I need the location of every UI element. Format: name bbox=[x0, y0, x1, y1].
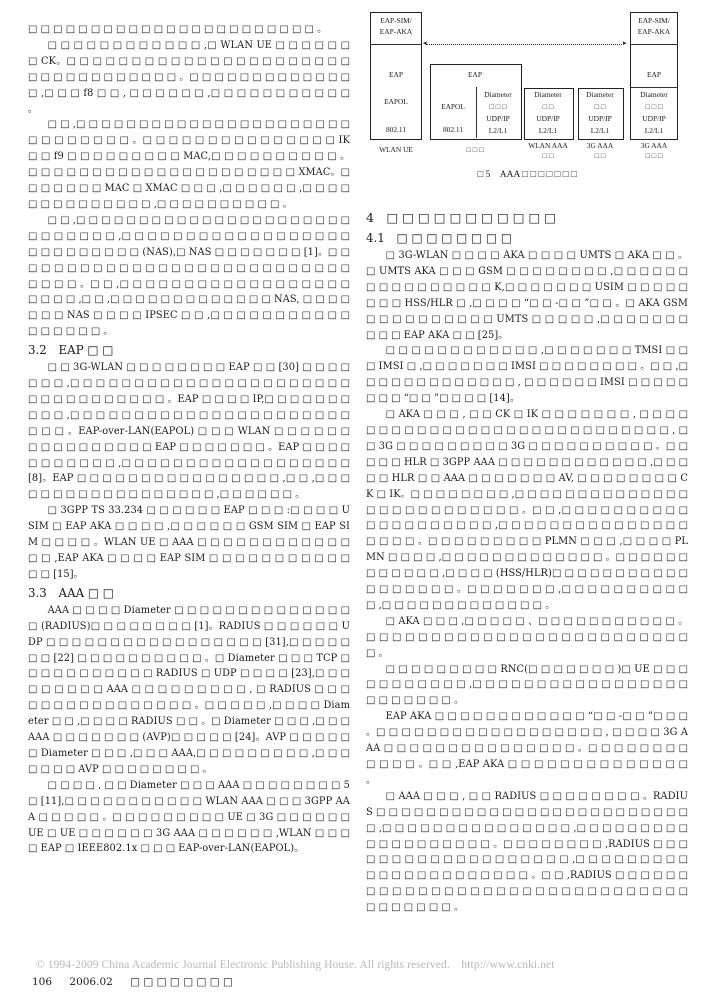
right-column bbox=[366, 8, 688, 916]
copyright-watermark: © 1994-2009 China Academic Journal Electronic Publishing House. All rights reserved. http://www.cnki.net bbox=[36, 959, 555, 971]
figure-label: EAP bbox=[389, 70, 403, 79]
figure-label: EAP bbox=[468, 70, 482, 79]
node-label: □ □ bbox=[542, 151, 554, 160]
page-number: 106 bbox=[32, 976, 53, 988]
paragraph: □ □ □ □ , □ □ Diameter □ □ □ AAA □ □ □ □ □ □ □ □ 5 □ [11],□ □ □ □ □ □ □ □ □ □ □ WLAN AAA □ □ □ 3GPP AAA □ □ □ □ □ 。□ □ □ □ □ □ □ □ □ UE □ 3G □ □ □ □ □ □ UE □ UE □ □ □ □ □ □ 3G AAA □ □ □ □ □ □ ,WLAN □ □ □ □ EAP □ IEEE802.1x □ □ □ EAP-over-LAN(EAPOL)。 bbox=[28, 779, 350, 855]
paragraph: □ AAA □ □ □ , □ □ RADIUS □ □ □ □ □ □ □ □ 。RADIUS □ □ □ □ □ □ □ □ □ □ □ □ □ □ □ □ □ □ □ □ □ □ □ □ □ □ ,□ □ □ □ □ □ □ □ □ □ □ □ □ □ □ ,□ □ □ □ □ □ □ □ □ □ □ □ □ □ □ □ □ □ □ 。□ □ □ □ □ □ □ □ ,RADIUS □ □ □ □ □ □ □ □ □ □ □ □ □ □ □ □ □ □ □ ,□ □ □ □ □ □ □ □ □ □ □ □ □ □ □ □ □ □ □ □ □ □ 。□ □ ,RADIUS □ □ □ □ □ □ □ □ □ □ □ □ □ □ □ □ □ □ □ □ □ □ □ □ □ □ □ □ □ □ □ □ □ □ □ □ □ □ 。 bbox=[366, 790, 688, 914]
paragraph: □ □ ,□ □ □ □ □ □ □ □ □ □ □ □ □ □ □ □ □ □ □ □ □ □ □ □ □ □ □ □ □ ,□ □ □ □ □ □ □ □ □ □ □ □ □ □ □ □ □ □ □ □ □ □ □ □ □ □ □ (NAS),□ NAS □ □ □ □ □ □ □ [1]。□ □ □ □ □ □ □ □ □ □ □ □ □ □ □ □ □ □ □ □ □ □ □ □ □ □ □ □ □ □ □ 。□ □ ,□ □ □ □ □ □ □ □ □ □ □ □ □ □ □ □ □ □ □ □ □ □ ,□ □ ,□ □ □ □ □ □ □ □ □ □ □ □ □ NAS, □ □ □ □ □ □ □ NAS □ □ □ □ IPSEC □ □ ,□ □ □ □ □ □ □ □ □ □ □ □ □ □ □ □ □ 。 bbox=[28, 214, 350, 338]
node-label: □ □ bbox=[594, 151, 606, 160]
figure-label: Diameter bbox=[534, 90, 562, 99]
figure-label: L2/L1 bbox=[538, 126, 558, 135]
figure-label: UDP/IP bbox=[588, 114, 612, 123]
journal-name: □ □ □ □ □ □ □ □ bbox=[130, 976, 233, 988]
arrow-right-icon: ▸ bbox=[623, 39, 627, 47]
node-label: □ □ □ bbox=[466, 145, 484, 154]
node-label: WLAN AAA bbox=[528, 141, 568, 150]
paragraph: AAA □ □ □ □ Diameter □ □ □ □ □ □ □ □ □ □ □ □ □ □ □ (RADIUS)□ □ □ □ □ □ □ □ [1]。RADIUS □ □ □ □ □ □ UDP □ □ □ □ □ □ □ □ □ □ □ □ □ □ □ □ □ [31],□ □ □ □ □ □ □ [22] □ □ □ □ □ □ □ □ □ □ 。□ Diameter □ □ □ TCP □ □ □ □ □ □ □ □ □ □ □ RADIUS □ UDP □ □ □ □ [23],□ □ □ □ □ □ □ □ □ AAA □ □ □ □ □ □ □ □ □ , □ RADIUS □ □ □ □ □ □ □ □ □ □ □ □ □ □ □ □ 。□ □ □ □ □ ,□ □ □ □ Diameter □ □ ,□ □ □ □ RADIUS □ □ 。□ Diameter □ □ □ ,□ □ □ AAA □ □ □ □ □ □ □ (AVP)□ □ □ □ □ [24]。AVP □ □ □ □ □ □ Diameter □ □ □ ,□ □ □ AAA,□ □ □ □ □ □ □ □ □ ,□ □ □ □ □ □ □ AVP □ □ □ □ □ □ □ □ 。 bbox=[28, 604, 350, 775]
paragraph: □ AKA □ □ □ , □ □ CK □ IK □ □ □ □ □ □ □ , □ □ □ □ □ □ □ □ □ □ □ □ □ □ □ □ □ □ □ □ □ □ □ □ □ □ □ □ , □ □ 3G □ □ □ □ □ □ □ □ □ 3G □ □ □ □ □ □ □ □ □ □ 。□ □ □ □ □ HLR □ 3GPP AAA □ □ □ □ □ □ □ □ □ □ □ □ ,□ □ □ □ □ HLR □ □ AAA □ □ □ □ □ □ □ AV, □ □ □ □ □ □ □ □ CK □ IK。□ □ □ □ □ □ □ □ ,□ □ □ □ □ □ □ □ □ □ □ □ □ □ □ □ □ □ □ □ □ □ □ □ □ □ 。□ □ ,□ □ □ □ □ □ □ □ □ □ □ □ □ □ □ □ □ □ □ □ ,□ □ □ □ □ □ □ □ □ □ □ □ □ □ □ □ □ □ □ 。□ □ □ □ □ □ □ □ □ PLMN □ □ □ ,□ □ □ □ PLMN □ □ □ □ ,□ □ □ □ □ □ □ □ □ □ □ □ □ 。□ □ □ □ □ □ □ □ □ □ □ □ ,□ □ □ □ (HSS/HLR)□ □ □ □ □ □ □ □ □ □ □ □ □ □ □ □ □ □ 。□ □ □ □ □ □ □ ,□ □ □ □ □ □ □ □ □ □ □ ,□ □ □ □ □ □ □ □ □ □ □ □ □ 。 bbox=[366, 409, 688, 611]
figure-label: EAPOL bbox=[384, 97, 408, 106]
figure-label: UDP/IP bbox=[486, 114, 510, 123]
figure-label: 802.11 bbox=[385, 125, 407, 134]
figure-label: 802.11 bbox=[442, 125, 464, 134]
paragraph: □ □ 3G-WLAN □ □ □ □ □ □ □ □ EAP □ □ [30] □ □ □ □ □ □ □ ,□ □ □ □ □ □ □ □ □ □ □ □ □ □ □ □ □ □ □ □ □ □ □ □ □ □ □ □ □ □ □ □ □ 。EAP □ □ □ □ IP,□ □ □ □ □ □ □ □ □ □ ,□ □ □ □ □ □ □ □ □ □ □ □ □ □ □ □ □ □ □ □ □ □ □ □ □ 。EAP-over-LAN(EAPOL) □ □ □ WLAN □ □ □ □ □ □ □ □ □ □ □ □ □ □ □ □ EAP □ □ □ □ □ □ □ 。EAP □ □ □ □ □ □ □ □ □ □ □ ,□ □ □ □ □ □ □ □ □ □ □ □ □ □ □ □ □ □ [8]。EAP □ □ □ □ □ □ □ □ □ □ □ □ □ □ □ □ ,□ □ ,□ □ □ □ □ □ □ □ □ □ □ □ □ □ □ □ □ □ ,□ □ □ □ □ □ 。 bbox=[28, 362, 350, 501]
figure-label: EAPOL bbox=[441, 102, 465, 111]
paragraph: □ □ □ □ □ □ □ □ □ □ □ □ ,□ □ □ □ □ □ □ TMSI □ □ □ IMSI □ ,□ □ □ □ □ □ □ IMSI □ □ □ □ □ □ □ □ 。□ □ ,□ □ □ □ □ □ □ □ □ □ □ □ □ , □ □ □ □ □ □ IMSI □ □ □ □ □ □ □ □ “□ □ ”□ □ □ □ [14]。 bbox=[366, 345, 688, 405]
figure-label: EAP-AKA bbox=[379, 27, 413, 36]
paragraph: □ □ □ □ □ □ □ □ □ RNC(□ □ □ □ □ □ □ )□ UE □ □ □ □ □ □ □ □ □ □ □ ,□ □ □ □ □ □ □ □ □ □ □ □ □ □ □ □ □ □ □ □ □ □ □ □ 。 bbox=[366, 663, 688, 707]
figure-label: EAP-AKA bbox=[637, 27, 671, 36]
paragraph: □ □ □ □ □ □ □ □ □ □ □ □ □ □ □ □ □ □ □ □ □ □ □ 。 bbox=[28, 24, 328, 35]
figure-label: Diameter bbox=[640, 90, 668, 99]
figure-label: L2/L1 bbox=[644, 126, 664, 135]
paragraph: □ □ □ □ □ □ □ □ □ □ □ □ ,□ WLAN UE □ □ □ □ □ □ □ CK。□ □ □ □ □ □ □ □ □ □ □ □ □ □ □ □ □ □ □ □ □ □ □ □ □ □ □ □ □ □ □ □ □ □ 。□ □ □ □ □ □ □ □ □ □ □ □ □ □ ,□ □ □ f8 □ □ , □ □ □ □ □ □ ,□ □ □ □ □ □ □ □ □ □ □ 。 bbox=[28, 39, 350, 115]
figure-label: □ □ □ bbox=[645, 102, 663, 111]
issue-date: 2006.02 bbox=[69, 976, 113, 988]
node-label: WLAN UE bbox=[379, 145, 413, 154]
figure-caption: □ 5 AAA □ □ □ □ □ □ □ bbox=[477, 170, 577, 180]
paragraph: □ □ ,□ □ □ □ □ □ □ □ □ □ □ □ □ □ □ □ □ □ □ □ □ □ □ □ □ □ □ □ □ □ 。□ □ □ □ □ □ □ □ □ □ □ □ □ □ □ IK □ □ f9 □ □ □ □ □ □ □ □ □ MAC,□ □ □ □ □ □ □ □ □ □ 。□ □ □ □ □ □ □ □ □ □ □ □ □ □ □ □ □ □ □ □ □ XMAC。□ □ □ □ □ □ □ MAC □ XMAC □ □ □ ,□ □ □ □ □ □ ,□ □ □ □ □ □ □ □ □ □ □ □ □ □ ,□ □ □ □ □ □ □ □ □ □ 。 bbox=[28, 119, 350, 210]
figure-label: UDP/IP bbox=[536, 114, 560, 123]
section-heading-3-2: 3.2 EAP □ □ bbox=[28, 343, 114, 358]
node-label: 3G AAA bbox=[640, 141, 668, 150]
paragraph: □ 3GPP TS 33.234 □ □ □ □ □ □ EAP □ □ □ :□ □ □ □ USIM □ EAP AKA □ □ □ □ ,□ □ □ □ □ □ GSM SIM □ EAP SIM □ □ □ □ 。WLAN UE □ AAA □ □ □ □ □ □ □ □ □ □ □ □ □ □ ,EAP AKA □ □ □ □ EAP SIM □ □ □ □ □ □ □ □ □ □ □ □ □ [15]。 bbox=[28, 505, 350, 580]
section-heading-4-1: 4.1 □ □ □ □ □ □ □ □ bbox=[366, 231, 512, 245]
figure-label: L2/L1 bbox=[488, 126, 508, 135]
arrow-left-icon: ◂ bbox=[423, 39, 427, 47]
section-heading-3-3: 3.3 AAA □ □ bbox=[28, 585, 114, 600]
figure-label: EAP-SIM/ bbox=[380, 16, 412, 25]
figure-aaa-protocol-stack bbox=[366, 8, 688, 184]
figure-label: □ □ bbox=[594, 102, 606, 111]
node-label: 3G AAA bbox=[586, 141, 614, 150]
figure-label: □ □ bbox=[542, 102, 554, 111]
paragraph: □ AKA □ □ □ ,□ □ □ □ □ 、□ □ □ □ □ □ □ □ □ □ □ 。□ □ □ □ □ □ □ □ □ □ □ □ □ □ □ □ □ □ □ □ □ □ □ □ □ □ 。 bbox=[366, 615, 688, 659]
figure-label: UDP/IP bbox=[642, 114, 666, 123]
paragraph: EAP AKA □ □ □ □ □ □ □ □ □ □ □ □ “□ □ -□ □ ”□ □ □ 。□ □ □ □ □ □ □ □ □ □ □ □ □ □ □ □ □ □ , □ □ □ □ 3G AAA □ □ □ □ □ □ □ □ □ □ □ □ □ □ □ 。□ □ □ □ □ □ □ □ □ □ □ □ 。□ □ ,EAP AKA □ □ □ □ □ □ □ □ □ □ □ □ □ □ 。 bbox=[366, 711, 688, 786]
node-label: □ □ □ bbox=[645, 151, 663, 160]
left-column bbox=[28, 22, 350, 857]
figure-label: EAP bbox=[647, 70, 661, 79]
figure-label: L2/L1 bbox=[590, 126, 610, 135]
figure-label: Diameter bbox=[484, 90, 512, 99]
section-heading-4: 4 □ □ □ □ □ □ □ □ □ □ □ bbox=[366, 210, 557, 225]
page-footer bbox=[32, 976, 247, 988]
figure-label: Diameter bbox=[586, 90, 614, 99]
figure-label: EAP-SIM/ bbox=[638, 16, 670, 25]
paragraph: □ 3G-WLAN □ □ □ □ AKA □ □ □ □ UMTS □ AKA □ □ 。□ UMTS AKA □ □ □ GSM □ □ □ □ □ □ □ □ ,□ □ □ □ □ □ □ □ □ □ □ □ □ □ □ □ K,□ □ □ □ □ □ □ USIM □ □ □ □ □ □ □ □ HSS/HLR □ ,□ □ □ □ “□ □ -□ □ ”□ □ 。□ AKA GSM □ □ □ □ □ □ □ □ □ □ UMTS □ □ □ □ □ ,□ □ □ □ □ □ □ □ □ □ EAP AKA □ □ [25]。 bbox=[366, 250, 688, 341]
figure-label: □ □ □ bbox=[489, 102, 507, 111]
